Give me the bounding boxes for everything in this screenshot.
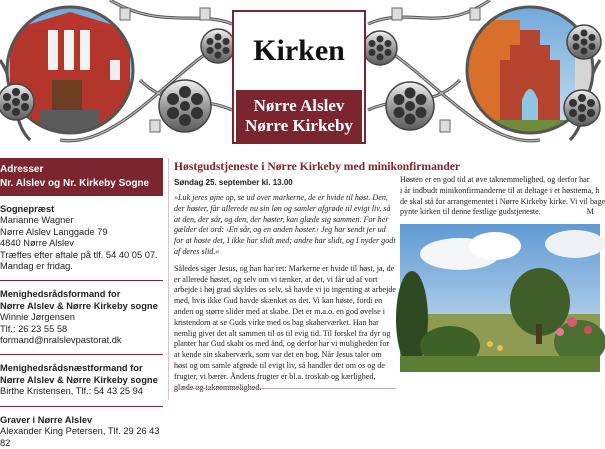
- contact-line: Alexander King Petersen, Tlf. 29 26 43 82: [0, 426, 160, 448]
- contact-block-chair: [0, 281, 163, 346]
- masthead-subtitle: [236, 90, 362, 142]
- church-garden-image: [400, 224, 600, 372]
- right-text-last: pynte kirken til denne festlige gudstjeneste.: [400, 207, 541, 217]
- garden-photo: [400, 224, 600, 372]
- right-text-signature: M: [586, 207, 594, 217]
- sidebar-heading-line2: Nr. Alslev og Nr. Kirkeby Sogne: [0, 178, 150, 189]
- article-column: [174, 158, 396, 400]
- article-date: Søndag 25. september kl. 13.00: [174, 178, 293, 187]
- contact-block-gravedigger: [0, 407, 163, 449]
- contact-line: 4840 Nørre Alslev: [0, 238, 74, 249]
- article-headline: Høstgudstjeneste i Nørre Kirkeby med minikonfirmander: [174, 160, 461, 173]
- right-text-line: i år indbudt minikonfirmanderne til at deltage i et høsttema, h: [400, 185, 600, 195]
- contact-title: Sognepræst: [0, 204, 55, 214]
- article-bottom-rule: [174, 388, 396, 389]
- address-sidebar: [0, 158, 163, 448]
- sidebar-heading: [0, 158, 163, 196]
- masthead-subtitle-line2: Nørre Kirkeby: [245, 116, 353, 135]
- contact-title: Menighedsrådsnæstformand for: [0, 363, 143, 374]
- masthead-title-box: [232, 10, 366, 144]
- contact-line: Birthe Kristensen, Tlf.: 54 43 25 94: [0, 386, 143, 397]
- contact-email-link[interactable]: formand@nralslevpastorat.dk: [0, 335, 122, 346]
- contact-title: Nørre Alslev & Nørre Kirkeby sogne: [0, 374, 158, 385]
- contact-title: Nørre Alslev & Nørre Kirkeby sogne: [0, 300, 158, 311]
- sidebar-heading-line1: Adresser: [0, 164, 44, 175]
- column-divider: [168, 158, 169, 400]
- article-body: Således siger Jesus, og han har ret: Markerne er hvide til høst, ja, de er allerede høstet, og selv om vi tænker, at det, vi får ud af vort arbejde i høj grad skyldes os selv, så havde vi jo ingenting at arbejde med, hvis ikke Gud havde skænket os det. Vi kan høste, fordi en anden og større slider med at skabe. Det er m.a.o. en god øvelse i kristendom at se Guds virke med os bag skaberværket. Han har nemlig givet det alt sammen til os til evig tid. Til forskel fra dyr og planter har Gud skabt os med ånd, og derfor har vi muligheden for at kende sin skaberværk, som var det en bog. Når Jesus taler om høst og om samle afgrøde til evigt liv, så handler det om os og de frugter, vi bærer. Åndens frugter er bl.a. troskab og kærlighed,: [174, 263, 396, 381]
- contact-line: Marianne Wagner: [0, 215, 74, 226]
- contact-line: Nørre Alslev Langgade 79: [0, 226, 108, 237]
- right-column-text: [400, 175, 605, 218]
- contact-line: Tlf.: 26 23 55 58: [0, 323, 68, 334]
- header-banner: [0, 0, 600, 152]
- contact-line: Træffes efter aftale på tlf. 54 40 05 07.: [0, 249, 158, 260]
- contact-block-priest: [0, 196, 163, 272]
- contact-title: Graver i Nørre Alslev: [0, 414, 93, 425]
- right-text-line: [400, 207, 600, 218]
- masthead-title: Kirken: [253, 34, 345, 67]
- contact-line: Mandag er fridag.: [0, 261, 73, 272]
- contact-title: Menighedsrådsformand for: [0, 289, 121, 300]
- contact-line: Winnie Jørgensen: [0, 312, 75, 323]
- contact-block-vice-chair: [0, 355, 163, 397]
- masthead-subtitle-line1: Nørre Alslev: [253, 96, 345, 115]
- article-bible-quote: »Luk jeres øjne op, se ud over markerne, de er hvide til høst. Den, der høster, får allerede nu sin løn og samler afgrøde til evigt liv, så at den, der sår, og den, der høster, kan glæde sig sammen. For her gælder det ord: ›En sår, og en anden høster.‹ Jeg har sendt jer ud for at høste det, I ikke har slidt med; andre har slidt, og I nyder godt af deres slid.«: [174, 193, 396, 256]
- right-text-line: de skal stå for arrangementet i Nørre Kirkeby kirke. Vi vil bage: [400, 196, 605, 206]
- right-text-line: Høsten er en god tid at øve taknemmelighed, og derfor har: [400, 175, 590, 184]
